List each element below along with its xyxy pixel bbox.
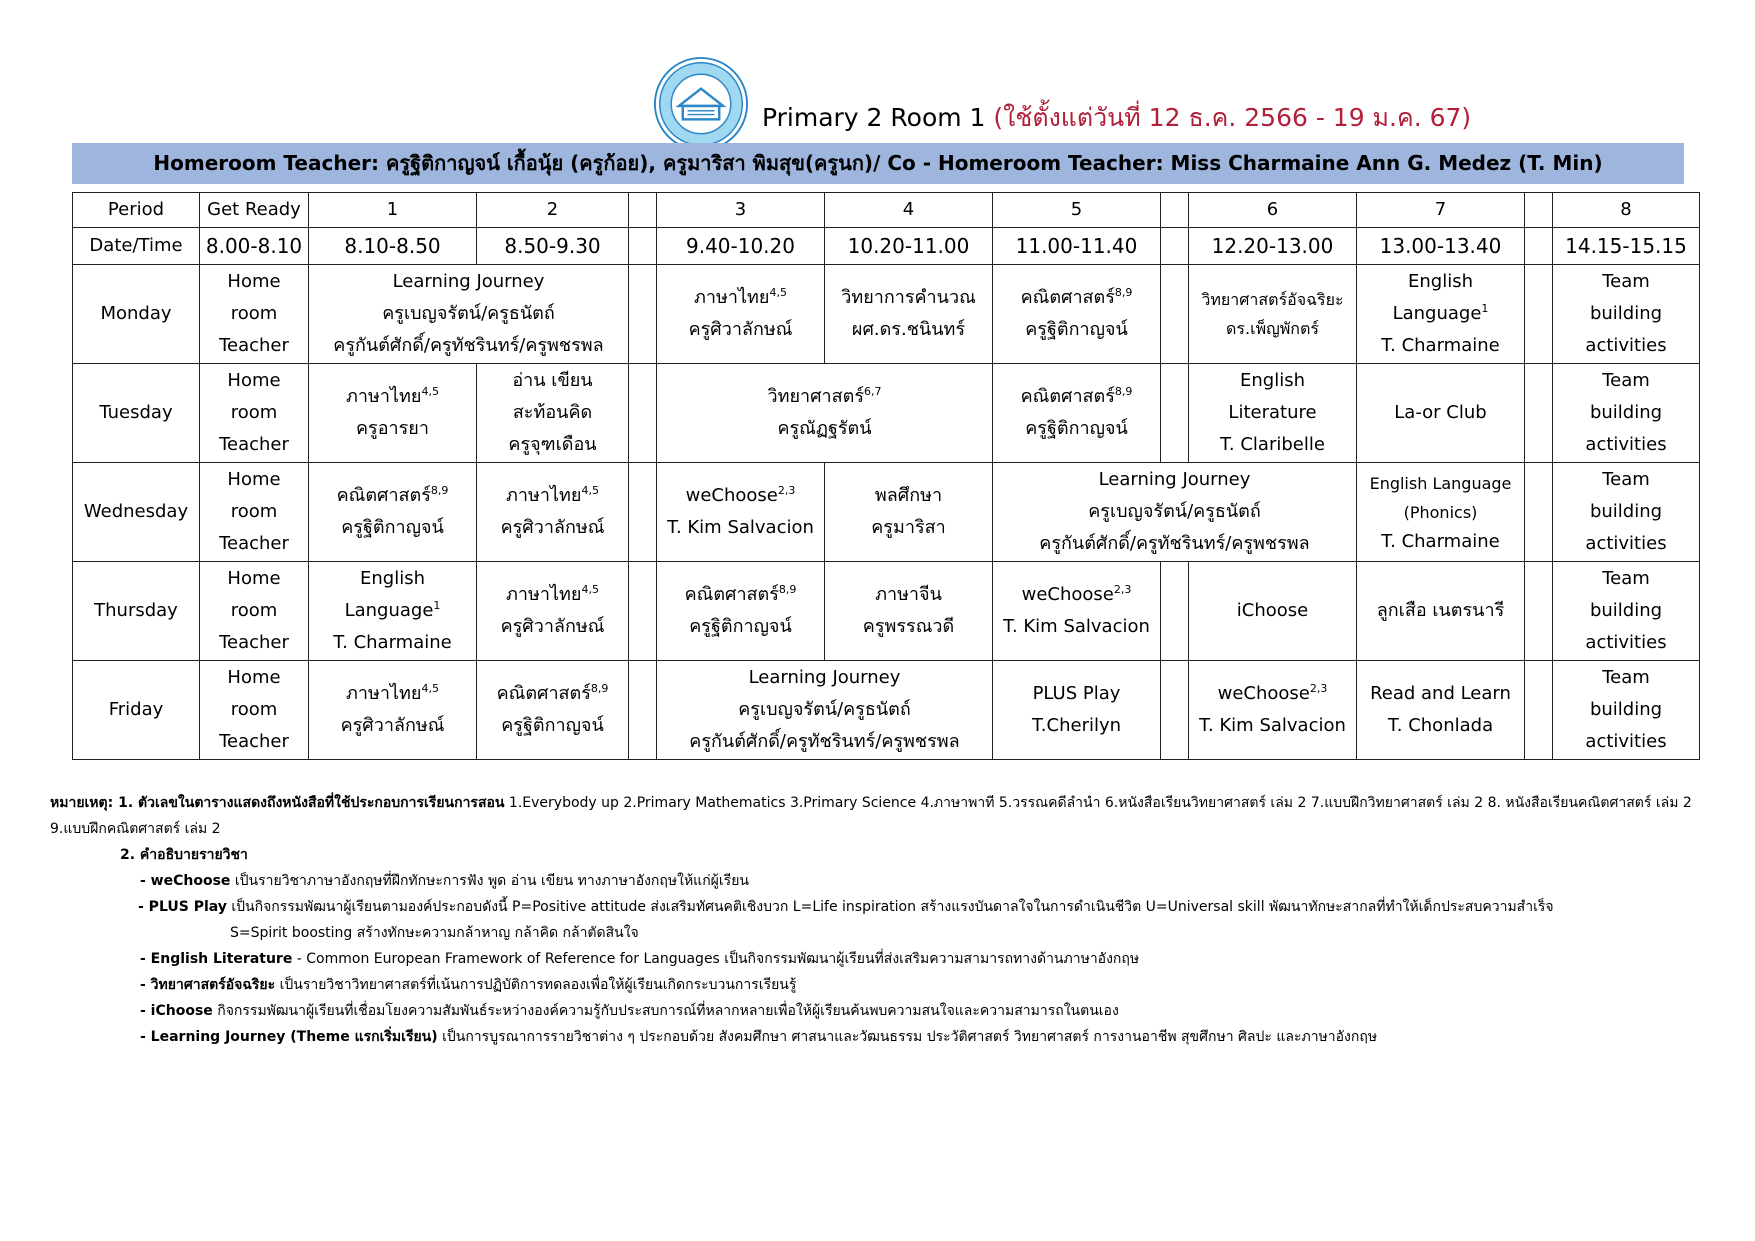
time-cell: 8.10-8.50 — [309, 228, 477, 265]
day-row-tuesday — [73, 364, 1700, 463]
break-cell — [629, 562, 657, 661]
day-label: Thursday — [73, 562, 200, 661]
subject-cell: ภาษาไทย$^{4,5}$ ครูศิวาลักษณ์ — [477, 562, 629, 661]
note-2-head: 2. คำอธิบายรายวิชา — [120, 847, 248, 863]
break-cell — [1525, 364, 1553, 463]
datetime-label: Date/Time — [73, 228, 200, 265]
break-cell — [629, 364, 657, 463]
note-item: S=Spirit boosting สร้างทักษะความกล้าหาญ กล้าคิด กล้าตัดสินใจ — [230, 925, 639, 941]
subject-cell: คณิตศาสตร์$^{8,9}$ ครูฐิติกาญจน์ — [657, 562, 825, 661]
homeroom-cell: Home room Teacher — [200, 661, 309, 760]
day-row-thursday — [73, 562, 1700, 661]
break-cell — [1161, 364, 1189, 463]
learning-journey-cell: Learning Journey ครูเบญจรัตน์/ครูธนัตถ์ ครูกันต์ศักดิ์/ครูทัชรินทร์/ครูพชรพล — [657, 661, 993, 760]
break-cell — [1525, 562, 1553, 661]
subject-cell: Read and Learn T. Chonlada — [1357, 661, 1525, 760]
note-item: - Learning Journey (Theme แรกเริ่มเรียน) เป็นการบูรณาการรายวิชาต่าง ๆ ประกอบด้วย สังคมศึกษา ศาสนาและวัฒนธรรม ประวัติศาสตร์ วิทยาศาสตร์ การงานอาชีพ สุขศึกษา ศิลปะ และภาษาอังกฤษ — [140, 1029, 1378, 1045]
notes-section — [50, 790, 1740, 1050]
break-cell — [1161, 661, 1189, 760]
break-cell — [1525, 463, 1553, 562]
period-row — [73, 193, 1700, 228]
time-cell: 11.00-11.40 — [993, 228, 1161, 265]
subject-cell: พลศึกษา ครูมาริสา — [825, 463, 993, 562]
subject-cell: คณิตศาสตร์$^{8,9}$ ครูฐิติกาญจน์ — [993, 364, 1161, 463]
note-1-head: หมายเหตุ: 1. ตัวเลขในตารางแสดงถึงหนังสือที่ใช้ประกอบการเรียนการสอน — [50, 795, 505, 811]
time-cell: 10.20-11.00 — [825, 228, 993, 265]
subject-cell: English Language$^1$ T. Charmaine — [1357, 265, 1525, 364]
period-cell: Get Ready — [200, 193, 309, 228]
subject-cell: ภาษาไทย$^{4,5}$ ครูอารยา — [309, 364, 477, 463]
homeroom-teacher-band: Homeroom Teacher: ครูฐิติกาญจน์ เกื้อนุ้ย (ครูก้อย), ครูมาริสา พิมสุข(ครูนก)/ Co - Homeroom Teacher: Miss Charmaine Ann G. Medez (T. Min) — [72, 143, 1684, 184]
break-cell — [1161, 265, 1189, 364]
time-cell: 14.15-15.15 — [1553, 228, 1700, 265]
subject-cell: PLUS Play T.Cherilyn — [993, 661, 1161, 760]
break-cell — [629, 463, 657, 562]
period-cell: 2 — [477, 193, 629, 228]
day-label: Wednesday — [73, 463, 200, 562]
subject-cell: อ่าน เขียน สะท้อนคิด ครูจุฑเดือน — [477, 364, 629, 463]
period-cell: 3 — [657, 193, 825, 228]
timetable — [72, 192, 1700, 760]
subject-cell: ภาษาจีน ครูพรรณวดี — [825, 562, 993, 661]
subject-cell: weChoose$^{2,3}$ T. Kim Salvacion — [993, 562, 1161, 661]
note-item: - PLUS Play เป็นกิจกรรมพัฒนาผู้เรียนตามองค์ประกอบดังนี้ P=Positive attitude ส่งเสริมทัศนคติเชิงบวก L=Life inspiration สร้างแรงบันดาลใจในการดำเนินชีวิต U=Universal skill พัฒนาทักษะสากลที่ทำให้เด็กประสบความสำเร็จ — [138, 899, 1554, 915]
break-cell — [1161, 193, 1189, 228]
note-item: - weChoose เป็นรายวิชาภาษาอังกฤษที่ฝึกทักษะการฟัง พูด อ่าน เขียน ทางภาษาอังกฤษให้แก่ผู้เรียน — [140, 873, 749, 889]
period-cell: 4 — [825, 193, 993, 228]
subject-cell: ลูกเสือ เนตรนารี — [1357, 562, 1525, 661]
time-cell: 8.00-8.10 — [200, 228, 309, 265]
break-cell — [1525, 265, 1553, 364]
school-logo — [653, 56, 749, 152]
period-cell: 5 — [993, 193, 1161, 228]
subject-cell: La-or Club — [1357, 364, 1525, 463]
break-cell — [629, 228, 657, 265]
note-1-body: 1.Everybody up 2.Primary Mathematics 3.Primary Science 4.ภาษาพาที 5.วรรณคดีลำนำ 6.หนังสือเรียนวิทยาศาสตร์ เล่ม 2 7.แบบฝึกวิทยาศาสตร์ เล่ม 2 8. หนังสือเรียนคณิตศาสตร์ เล่ม 2 — [504, 795, 1692, 811]
period-cell: 7 — [1357, 193, 1525, 228]
subject-cell: English Literature T. Claribelle — [1189, 364, 1357, 463]
subject-cell: ภาษาไทย$^{4,5}$ ครูศิวาลักษณ์ — [657, 265, 825, 364]
subject-cell: วิทยาการคำนวณ ผศ.ดร.ชนินทร์ — [825, 265, 993, 364]
team-building-cell: Team building activities — [1553, 661, 1700, 760]
period-label: Period — [73, 193, 200, 228]
break-cell — [1161, 228, 1189, 265]
break-cell — [1161, 562, 1189, 661]
break-cell — [1525, 661, 1553, 760]
day-row-wednesday — [73, 463, 1700, 562]
subject-cell: weChoose$^{2,3}$ T. Kim Salvacion — [1189, 661, 1357, 760]
subject-cell: ภาษาไทย$^{4,5}$ ครูศิวาลักษณ์ — [477, 463, 629, 562]
time-row — [73, 228, 1700, 265]
subject-cell: English Language$^1$ T. Charmaine — [309, 562, 477, 661]
homeroom-cell: Home room Teacher — [200, 463, 309, 562]
team-building-cell: Team building activities — [1553, 265, 1700, 364]
note-item: - iChoose กิจกรรมพัฒนาผู้เรียนที่เชื่อมโยงความสัมพันธ์ระหว่างองค์ความรู้กับประสบการณ์ที่หลากหลายเพื่อให้ผู้เรียนค้นพบความสนใจและความสามารถในตนเอง — [140, 1003, 1119, 1019]
learning-journey-cell: Learning Journey ครูเบญจรัตน์/ครูธนัตถ์ ครูกันต์ศักดิ์/ครูทัชรินทร์/ครูพชรพล — [309, 265, 629, 364]
period-cell: 8 — [1553, 193, 1700, 228]
note-item: - English Literature - Common European Framework of Reference for Languages เป็นกิจกรรมพัฒนาผู้เรียนที่ส่งเสริมความสามารถทางด้านภาษาอังกฤษ — [140, 951, 1140, 967]
day-row-monday — [73, 265, 1700, 364]
break-cell — [629, 193, 657, 228]
subject-cell: วิทยาศาสตร์$^{6,7}$ ครูณัฏฐรัตน์ — [657, 364, 993, 463]
title-dates: (ใช้ตั้งแต่วันที่ 12 ธ.ค. 2566 - 19 ม.ค. 67) — [993, 103, 1472, 132]
subject-cell: ภาษาไทย$^{4,5}$ ครูศิวาลักษณ์ — [309, 661, 477, 760]
day-label: Friday — [73, 661, 200, 760]
subject-cell: weChoose$^{2,3}$ T. Kim Salvacion — [657, 463, 825, 562]
time-cell: 9.40-10.20 — [657, 228, 825, 265]
time-cell: 13.00-13.40 — [1357, 228, 1525, 265]
period-cell: 1 — [309, 193, 477, 228]
team-building-cell: Team building activities — [1553, 364, 1700, 463]
note-1-cont: 9.แบบฝึกคณิตศาสตร์ เล่ม 2 — [50, 821, 221, 837]
time-cell: 12.20-13.00 — [1189, 228, 1357, 265]
title-class: Primary 2 Room 1 — [762, 103, 986, 132]
team-building-cell: Team building activities — [1553, 562, 1700, 661]
period-cell: 6 — [1189, 193, 1357, 228]
break-cell — [1525, 228, 1553, 265]
homeroom-cell: Home room Teacher — [200, 364, 309, 463]
page-title — [762, 104, 1471, 132]
subject-cell: คณิตศาสตร์$^{8,9}$ ครูฐิติกาญจน์ — [309, 463, 477, 562]
homeroom-cell: Home room Teacher — [200, 562, 309, 661]
subject-cell: iChoose — [1189, 562, 1357, 661]
subject-cell: วิทยาศาสตร์อัจฉริยะ ดร.เพ็ญพักตร์ — [1189, 265, 1357, 364]
note-1 — [50, 790, 1740, 816]
note-item: - วิทยาศาสตร์อัจฉริยะ เป็นรายวิชาวิทยาศาสตร์ที่เน้นการปฏิบัติการทดลองเพื่อให้ผู้เรียนเกิดกระบวนการเรียนรู้ — [140, 977, 797, 993]
break-cell — [629, 265, 657, 364]
subject-cell: คณิตศาสตร์$^{8,9}$ ครูฐิติกาญจน์ — [477, 661, 629, 760]
break-cell — [1525, 193, 1553, 228]
day-label: Tuesday — [73, 364, 200, 463]
team-building-cell: Team building activities — [1553, 463, 1700, 562]
learning-journey-cell: Learning Journey ครูเบญจรัตน์/ครูธนัตถ์ ครูกันต์ศักดิ์/ครูทัชรินทร์/ครูพชรพล — [993, 463, 1357, 562]
break-cell — [629, 661, 657, 760]
subject-cell: English Language (Phonics) T. Charmaine — [1357, 463, 1525, 562]
day-label: Monday — [73, 265, 200, 364]
day-row-friday — [73, 661, 1700, 760]
homeroom-cell: Home room Teacher — [200, 265, 309, 364]
time-cell: 8.50-9.30 — [477, 228, 629, 265]
subject-cell: คณิตศาสตร์$^{8,9}$ ครูฐิติกาญจน์ — [993, 265, 1161, 364]
